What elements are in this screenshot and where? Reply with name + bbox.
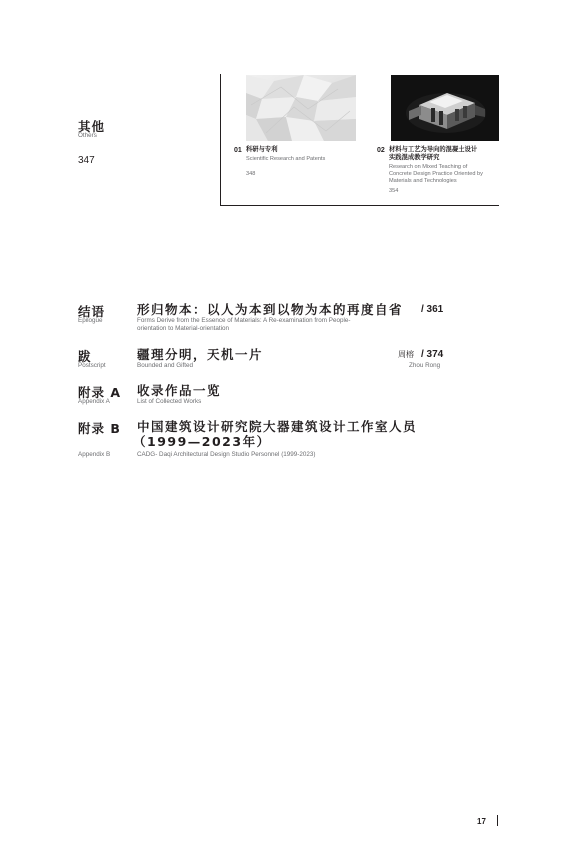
others-title-en: Others (78, 132, 97, 139)
epilogue-label-en: Epilogue (78, 317, 103, 324)
concrete-model-image (391, 75, 499, 141)
epilogue-title-en-line2: orientation to Material-orientation (137, 325, 230, 332)
crumpled-paper-image (246, 75, 356, 141)
card-2-title-en-line1: Research on Mixed Teaching of (389, 164, 468, 170)
footer-page-number: 17 (477, 817, 486, 826)
appendix-b-label-en: Appendix B (78, 451, 111, 458)
frame-horizontal-rule (220, 205, 499, 206)
others-page: 347 (78, 155, 95, 166)
frame-vertical-rule (220, 74, 221, 206)
others-title-cn: 其他 (78, 119, 106, 134)
postscript-title-en: Bounded and Gifted (137, 362, 194, 369)
card-2-title-en-line3: Materials and Technologies (389, 178, 457, 184)
card-1-title-cn: 科研与专利 (246, 146, 278, 153)
postscript-page: / 374 (421, 349, 444, 360)
epilogue-label-cn: 结语 (78, 304, 106, 319)
appendix-b-title-cn-line1: 中国建筑设计研究院大器建筑设计工作室人员 (137, 419, 418, 434)
appendix-a-label-cn: 附录 A (78, 385, 122, 400)
epilogue-title-en-line1: Forms Derive from the Essence of Materials: A Re-examination from People- (137, 317, 351, 324)
card-1-page: 348 (246, 171, 256, 177)
postscript-title-cn: 疆理分明，天机一片 (137, 347, 264, 362)
card-1-title-en: Scientific Research and Patents (246, 156, 326, 162)
postscript-label-cn: 跋 (78, 349, 92, 364)
epilogue-page: / 361 (421, 304, 444, 315)
appendix-b-label-cn: 附录 B (78, 421, 121, 436)
card-2-title-en-line2: Concrete Design Practice Oriented by (389, 171, 483, 177)
card-2-page: 354 (389, 188, 399, 194)
card-2-title-cn-line2: 实践混成教学研究 (389, 154, 440, 161)
appendix-a-label-en: Appendix A (78, 398, 110, 405)
card-2-title-cn-line1: 材料与工艺为导向的混凝土设计 (389, 146, 478, 153)
postscript-author-en: Zhou Rong (409, 362, 441, 369)
appendix-a-title-en: List of Collected Works (137, 398, 202, 405)
footer-rule (497, 815, 498, 826)
appendix-b-title-cn-line2: （1999—2023年） (133, 434, 271, 449)
appendix-a-title-cn: 收录作品一览 (137, 383, 222, 398)
postscript-label-en: Postscript (78, 362, 106, 369)
epilogue-title-cn: 形归物本：以人为本到以物为本的再度自省 (137, 302, 404, 317)
card-2-number: 02 (377, 147, 385, 154)
card-1-number: 01 (234, 147, 242, 154)
appendix-b-title-en: CADG- Daqi Architectural Design Studio Personnel (1999-2023) (137, 451, 316, 458)
postscript-author-cn: 周榕 (398, 350, 414, 359)
